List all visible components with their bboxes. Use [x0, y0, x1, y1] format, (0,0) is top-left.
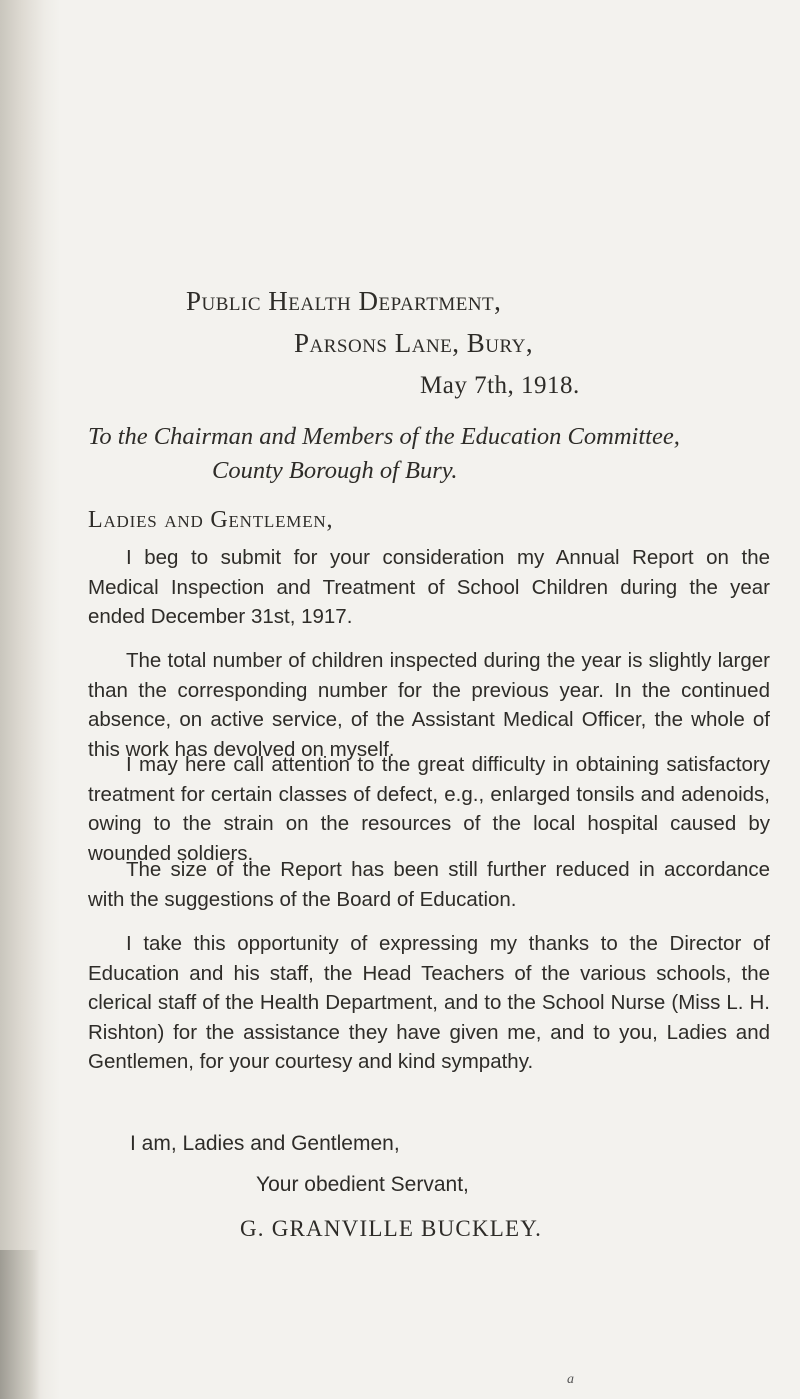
page-edge-shadow-bottom [0, 1250, 40, 1399]
closing-line-1: I am, Ladies and Gentlemen, [130, 1132, 400, 1155]
recipient-line-2: County Borough of Bury. [212, 457, 458, 484]
closing-line-2: Your obedient Servant, [256, 1173, 469, 1196]
department-heading: Public Health Department, [186, 286, 502, 316]
signature: G. GRANVILLE BUCKLEY. [240, 1216, 543, 1241]
paragraph-1: I beg to submit for your consideration my Annual Report on the Medical Inspection and Treatment of School Children during the year ended December 31st, 1917. [88, 546, 770, 628]
page-edge-shadow [0, 0, 60, 1399]
street-address: Parsons Lane, Bury, [294, 328, 534, 358]
paragraph-3: I may here call attention to the great difficulty in obtaining satisfactory treatment for certain classes of defect, e.g., enlarged tonsils and adenoids, owing to the strain on the resources of the local hospital caused by wounded soldiers. [88, 753, 770, 865]
paragraph-4: The size of the Report has been still further reduced in accordance with the suggestions of the Board of Education. [88, 858, 770, 911]
recipient-line-1: To the Chairman and Members of the Education Committee, [88, 423, 680, 450]
letter-date: May 7th, 1918. [420, 372, 580, 399]
salutation: Ladies and Gentlemen, [88, 507, 334, 533]
page-mark: a [567, 1372, 574, 1387]
recipient-address [88, 420, 768, 488]
paragraph-5: I take this opportunity of expressing my thanks to the Director of Education and his staff, the Head Teachers of the various schools, the clerical staff of the Health Department, and to the School Nurse (Miss L. H. Rishton) for the assistance they have given me, and to you, Ladies and Gentlemen, for your courtesy and kind sympathy. [88, 932, 770, 1073]
paragraph-2: The total number of children inspected during the year is slightly larger than the corresponding number for the previous year. In the continued absence, on active service, of the Assistant Medical Officer, the whole of this work has devolved on myself. [88, 649, 770, 761]
